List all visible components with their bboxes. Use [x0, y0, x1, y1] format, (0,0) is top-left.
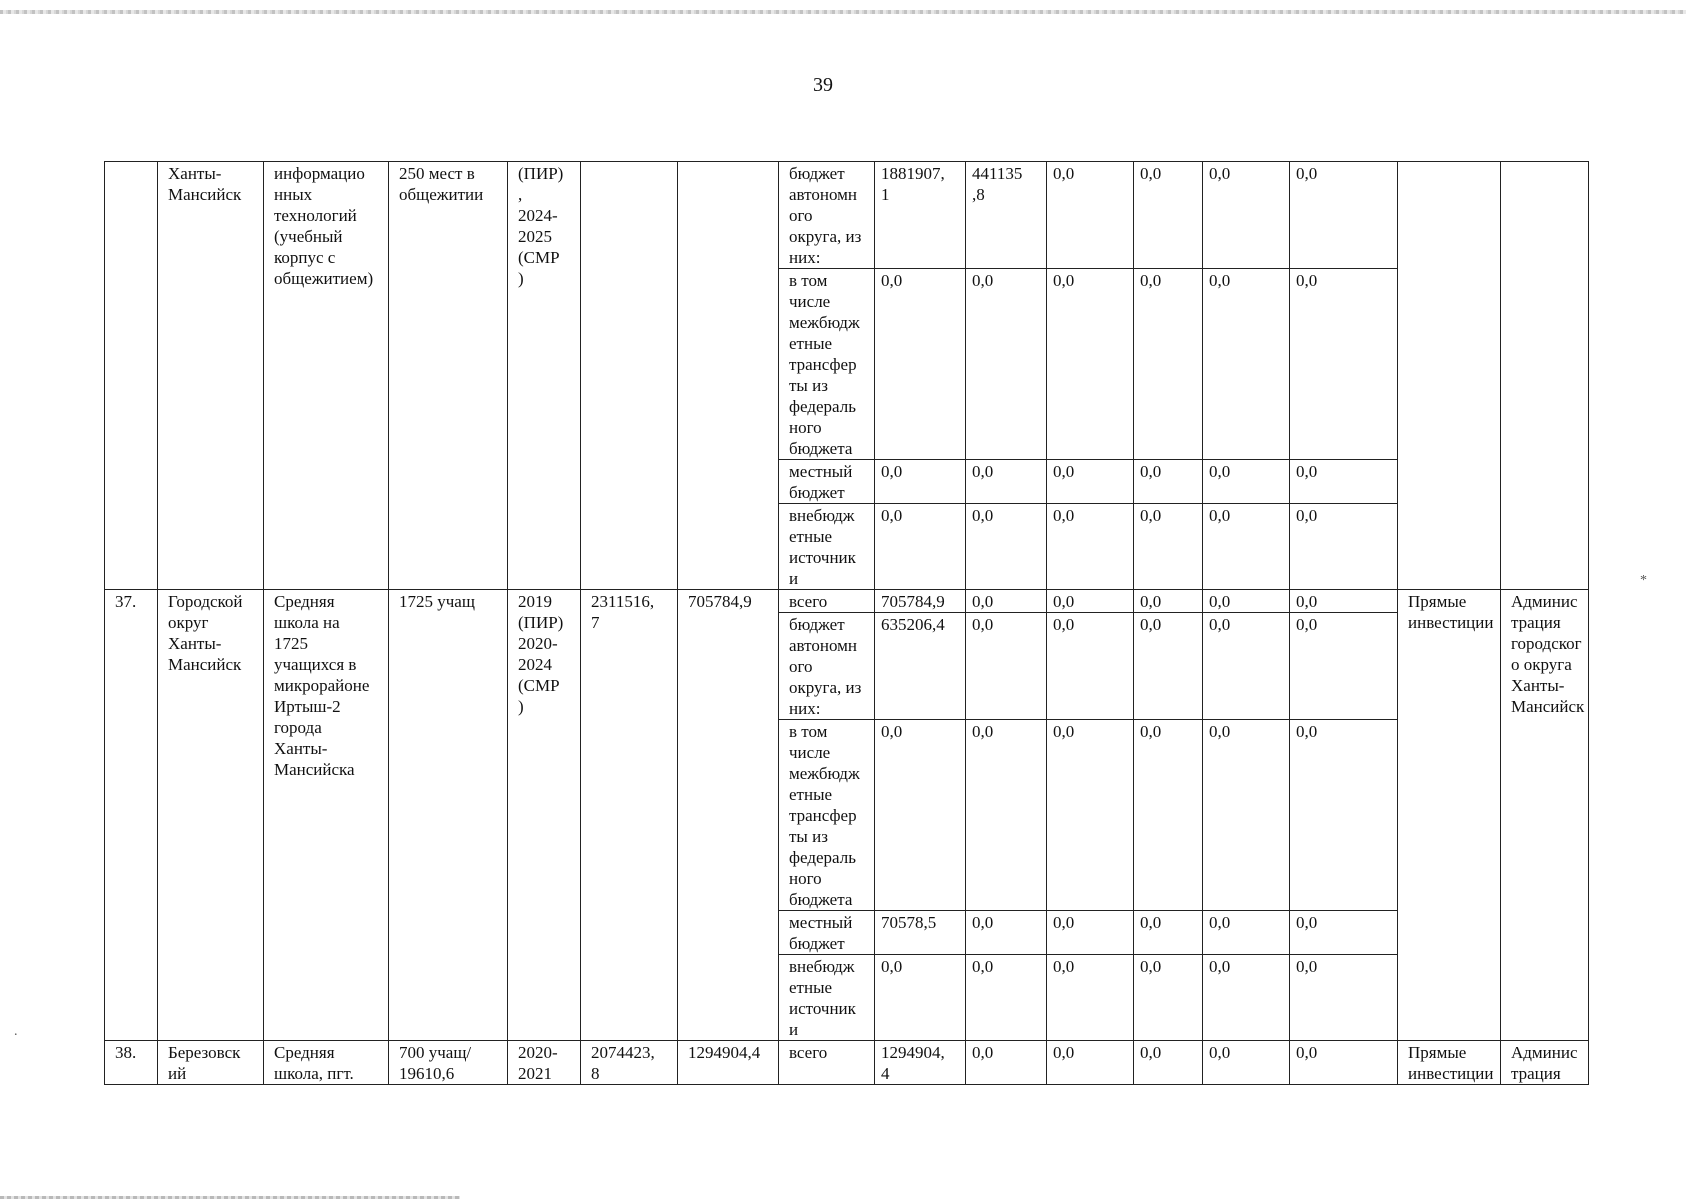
cell-value: 0,0 — [1047, 460, 1134, 504]
cell-value: 0,0 — [1203, 911, 1290, 955]
cell-value: 0,0 — [966, 720, 1047, 911]
cell-capacity: 250 мест в общежитии — [389, 162, 508, 590]
cell-value: 0,0 — [1134, 1041, 1203, 1085]
cell-value: 1881907, 1 — [875, 162, 966, 269]
cell-value: 0,0 — [875, 504, 966, 590]
cell-estimated-cost — [581, 162, 678, 590]
cell-source-label: в том числе межбюдж етные трансфер ты из федераль ного бюджета — [779, 720, 875, 911]
cell-value: 0,0 — [966, 613, 1047, 720]
cell-value: 0,0 — [966, 911, 1047, 955]
cell-period: 2019 (ПИР) 2020- 2024 (СМР ) — [508, 590, 581, 1041]
cell-object-name: информацио нных технологий (учебный корпус с общежитием) — [264, 162, 389, 590]
cell-remaining-cost: 1294904,4 — [678, 1041, 779, 1085]
cell-mechanism — [1398, 162, 1501, 590]
page-number: 39 — [813, 74, 833, 96]
cell-value: 0,0 — [1134, 162, 1203, 269]
cell-value: 0,0 — [1047, 955, 1134, 1041]
cell-value: 0,0 — [966, 955, 1047, 1041]
cell-value: 0,0 — [1290, 1041, 1398, 1085]
cell-value: 0,0 — [1047, 504, 1134, 590]
cell-object-name: Средняя школа, пгт. — [264, 1041, 389, 1085]
cell-value: 0,0 — [1134, 613, 1203, 720]
cell-object-name: Средняя школа на 1725 учащихся в микрорайоне Иртыш-2 города Ханты- Мансийска — [264, 590, 389, 1041]
cell-value: 0,0 — [1290, 613, 1398, 720]
investment-objects-table — [104, 161, 1589, 1085]
cell-period: (ПИР) , 2024- 2025 (СМР ) — [508, 162, 581, 590]
cell-period: 2020- 2021 — [508, 1041, 581, 1085]
cell-value: 0,0 — [1047, 590, 1134, 613]
cell-value: 0,0 — [1134, 955, 1203, 1041]
table-row — [105, 1041, 1589, 1085]
cell-source-label: всего — [779, 590, 875, 613]
cell-value: 0,0 — [1134, 269, 1203, 460]
cell-remaining-cost — [678, 162, 779, 590]
cell-source-label: местный бюджет — [779, 911, 875, 955]
cell-value: 0,0 — [1290, 590, 1398, 613]
cell-customer — [1501, 162, 1589, 590]
cell-value: 0,0 — [966, 504, 1047, 590]
cell-source-label: бюджет автономн ого округа, из них: — [779, 162, 875, 269]
cell-source-label: всего — [779, 1041, 875, 1085]
cell-source-label: внебюдж етные источник и — [779, 955, 875, 1041]
cell-value: 0,0 — [1203, 1041, 1290, 1085]
cell-value: 0,0 — [1203, 613, 1290, 720]
cell-remaining-cost: 705784,9 — [678, 590, 779, 1041]
cell-value: 635206,4 — [875, 613, 966, 720]
cell-value: 0,0 — [1290, 162, 1398, 269]
cell-value: 0,0 — [966, 590, 1047, 613]
cell-value: 0,0 — [1134, 911, 1203, 955]
cell-value: 0,0 — [1290, 911, 1398, 955]
cell-value: 0,0 — [875, 269, 966, 460]
cell-value: 0,0 — [1047, 269, 1134, 460]
cell-value: 0,0 — [966, 1041, 1047, 1085]
cell-value: 0,0 — [1203, 504, 1290, 590]
cell-value: 0,0 — [1203, 460, 1290, 504]
cell-value: 0,0 — [1134, 590, 1203, 613]
cell-capacity: 1725 учащ — [389, 590, 508, 1041]
cell-mechanism: Прямые инвестиции — [1398, 1041, 1501, 1085]
cell-value: 0,0 — [1203, 955, 1290, 1041]
cell-number: 38. — [105, 1041, 158, 1085]
table-row — [105, 590, 1589, 613]
cell-value: 0,0 — [1134, 504, 1203, 590]
cell-source-label: в том числе межбюдж етные трансфер ты из федераль ного бюджета — [779, 269, 875, 460]
cell-number: 37. — [105, 590, 158, 1041]
cell-source-label: внебюдж етные источник и — [779, 504, 875, 590]
cell-value: 0,0 — [1203, 590, 1290, 613]
cell-municipality: Ханты- Мансийск — [158, 162, 264, 590]
cell-value: 441135 ,8 — [966, 162, 1047, 269]
cell-value: 0,0 — [1290, 460, 1398, 504]
cell-value: 1294904, 4 — [875, 1041, 966, 1085]
cell-value: 0,0 — [1134, 720, 1203, 911]
cell-value: 0,0 — [875, 460, 966, 504]
stray-mark-right: * — [1640, 573, 1647, 588]
cell-value: 0,0 — [1047, 1041, 1134, 1085]
cell-value: 0,0 — [1047, 720, 1134, 911]
cell-estimated-cost: 2311516, 7 — [581, 590, 678, 1041]
cell-value: 0,0 — [1134, 460, 1203, 504]
cell-value: 0,0 — [966, 460, 1047, 504]
cell-municipality: Березовск ий — [158, 1041, 264, 1085]
cell-value: 0,0 — [1290, 269, 1398, 460]
stray-mark-left: . — [14, 1024, 18, 1039]
cell-source-label: бюджет автономн ого округа, из них: — [779, 613, 875, 720]
cell-source-label: местный бюджет — [779, 460, 875, 504]
cell-value: 0,0 — [875, 720, 966, 911]
cell-value: 0,0 — [1203, 720, 1290, 911]
cell-value: 0,0 — [1203, 162, 1290, 269]
cell-value: 0,0 — [1047, 613, 1134, 720]
cell-value: 0,0 — [1203, 269, 1290, 460]
cell-estimated-cost: 2074423, 8 — [581, 1041, 678, 1085]
cell-customer: Админис трация — [1501, 1041, 1589, 1085]
cell-capacity: 700 учащ/ 19610,6 — [389, 1041, 508, 1085]
cell-number — [105, 162, 158, 590]
cell-municipality: Городской округ Ханты- Мансийск — [158, 590, 264, 1041]
cell-value: 0,0 — [1290, 955, 1398, 1041]
cell-value: 0,0 — [875, 955, 966, 1041]
cell-value: 70578,5 — [875, 911, 966, 955]
cell-value: 0,0 — [1047, 162, 1134, 269]
cell-value: 0,0 — [1290, 504, 1398, 590]
cell-value: 0,0 — [1047, 911, 1134, 955]
cell-customer: Админис трация городског о округа Ханты- Мансийск — [1501, 590, 1589, 1041]
cell-value: 0,0 — [966, 269, 1047, 460]
scan-edge-bottom — [0, 1196, 460, 1199]
scan-edge-top — [0, 10, 1686, 14]
cell-value: 0,0 — [1290, 720, 1398, 911]
cell-mechanism: Прямые инвестиции — [1398, 590, 1501, 1041]
table-row — [105, 162, 1589, 269]
cell-value: 705784,9 — [875, 590, 966, 613]
